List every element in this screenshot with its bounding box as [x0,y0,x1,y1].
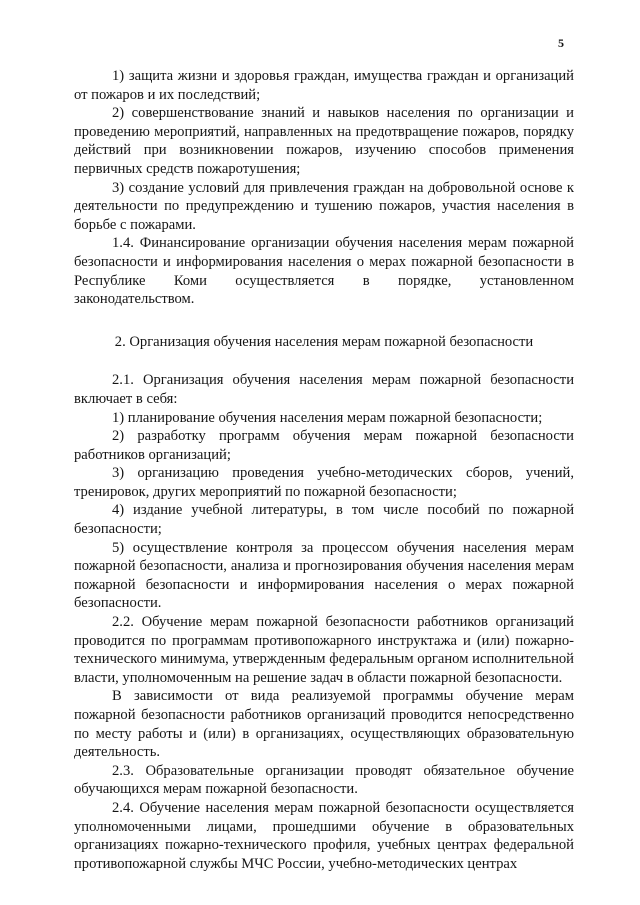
paragraph-2-2-continued: В зависимости от вида реализуемой программы обучение мерам пожарной безопасности работников организаций проводится непосредственно по месту работы и (или) в организациях, осуществляющих образовательную деятельность. [74,688,574,761]
paragraph-2-2: 2.2. Обучение мерам пожарной безопасности работников организаций проводится по программам противопожарного инструктажа и (или) пожарно-технического минимума, утвержденным федеральным органом исполнительной власти, уполномоченным на решение задач в области пожарной безопасности. [74,614,574,686]
paragraph-2-1: 2.1. Организация обучения населения мерам пожарной безопасности включает в себя: [74,372,574,407]
paragraph-goal-3: 3) создание условий для привлечения граждан на добровольной основе к деятельности по предупреждению и тушению пожаров, участия населения в борьбе с пожарами. [74,179,574,233]
paragraph-2-4: 2.4. Обучение населения мерам пожарной безопасности осуществляется уполномоченными лицами, прошедшими обучение в образовательных организациях пожарно-технического профиля, учебных центрах федеральной противопожарной службы МЧС России, учебно-методических центрах [74,799,574,872]
paragraph-2-1-item-5: 5) осуществление контроля за процессом обучения населения мерам пожарной безопасности, анализа и прогнозирования обучения населения мерам пожарной безопасности и информирования населения о мерах пожарной безопасности. [74,539,574,612]
paragraph-goal-1: 1) защита жизни и здоровья граждан, имущества граждан и организаций от пожаров и их последствий; [74,68,574,103]
paragraph-2-1-item-4: 4) издание учебной литературы, в том числе пособий по пожарной безопасности; [74,502,574,538]
paragraph-2-3: 2.3. Образовательные организации проводят обязательное обучение обучающихся мерам пожарной безопасности. [74,762,574,798]
paragraph-2-1-item-3: 3) организацию проведения учебно-методических сборов, учений, тренировок, других мероприятий по пожарной безопасности; [74,465,574,500]
paragraph-goal-2: 2) совершенствование знаний и навыков населения по организации и проведению мероприятий, направленных на предотвращение пожаров, порядку действий при возникновении пожаров, изучению способов применения первичных средств пожаротушения; [74,105,574,177]
paragraph-1-4: 1.4. Финансирование организации обучения населения мерам пожарной безопасности и информирования населения о мерах пожарной безопасности в Республике Коми осуществляется в порядке, установленном законодательством. [74,235,574,308]
page-number: 5 [558,36,564,50]
paragraph-2-1-item-1: 1) планирование обучения населения мерам пожарной безопасности; [112,409,543,426]
document-body [74,67,574,873]
section-heading: 2. Организация обучения населения мерам пожарной безопасности [114,333,534,350]
paragraph-2-1-item-2: 2) разработку программ обучения мерам пожарной безопасности работников организаций; [74,428,574,463]
